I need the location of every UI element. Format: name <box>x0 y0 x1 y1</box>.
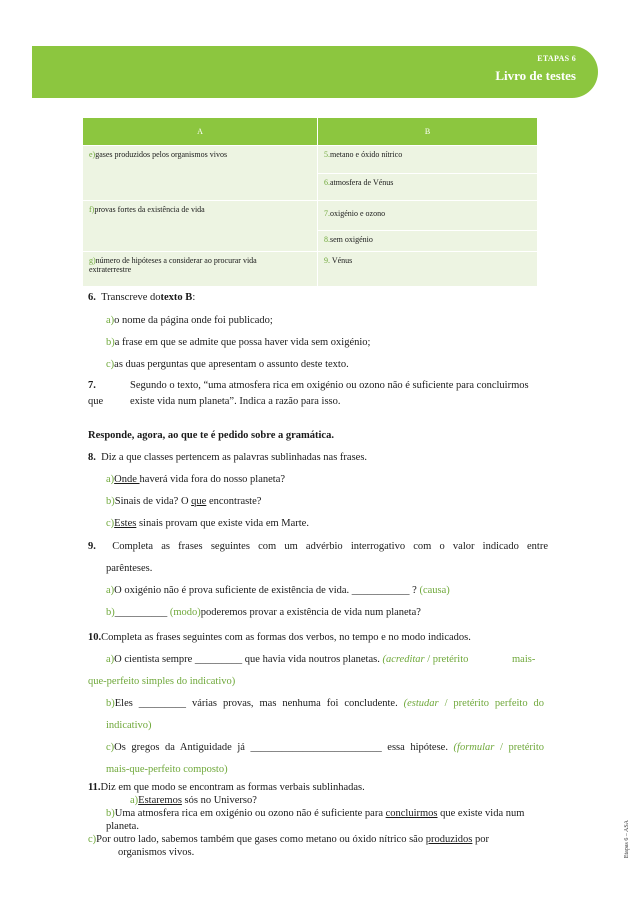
question-7-text: Segundo o texto, “uma atmosfera rica em oxigénio ou ozono não é suficiente para concluirmos <box>130 380 529 391</box>
item-text: que existe vida num <box>437 808 525 819</box>
item-text: Uma atmosfera rica em oxigénio ou ozono não é suficiente para <box>114 808 386 819</box>
b-num: 5. <box>324 150 330 159</box>
underlined-word: que <box>191 496 207 507</box>
item-letter: b) <box>106 698 115 709</box>
col-b-header: B <box>318 118 538 146</box>
q-text: : <box>192 292 196 303</box>
q11-item-a <box>130 795 257 806</box>
b-num: 8. <box>324 235 330 244</box>
item-letter: c) <box>106 518 115 529</box>
question-9-cont: parênteses. <box>106 563 153 574</box>
item-letter: a) <box>106 474 115 485</box>
question-6 <box>88 292 195 303</box>
q8-item-c <box>106 518 309 529</box>
item-letter: c) <box>106 359 115 370</box>
q8-item-b <box>106 496 261 507</box>
b-num: 9. <box>324 256 330 265</box>
q10-item-c <box>106 742 544 753</box>
q11-item-b <box>106 808 524 819</box>
item-letter: b) <box>106 496 115 507</box>
item-text: __________ <box>114 607 170 618</box>
item-text: as duas perguntas que apresentam o assunto deste texto. <box>114 359 349 370</box>
question-8 <box>88 452 367 463</box>
banner-etapa: ETAPAS 6 <box>537 54 576 63</box>
hint-text: (modo) <box>169 607 201 618</box>
q8-item-a <box>106 474 285 485</box>
page-side-label: Etapas 6 – ASA <box>624 820 630 859</box>
a-text: provas fortes da existência de vida <box>94 205 205 214</box>
q-text: Transcreve do <box>101 292 161 303</box>
b-item <box>318 146 538 174</box>
item-text: Sinais de vida? O <box>114 496 192 507</box>
underlined-word: Estaremos <box>138 795 182 806</box>
b-item <box>318 201 538 231</box>
hint-text: (estudar <box>403 698 439 709</box>
q10-b-hint-line2: indicativo) <box>106 720 152 731</box>
item-text: Eles _________ várias provas, mas nenhuma foi concludente. <box>114 698 404 709</box>
q-number: 9. <box>88 541 96 552</box>
b-item <box>318 252 538 287</box>
q6-item-a <box>106 315 273 326</box>
item-text: O cientista sempre _________ que havia vida noutros planetas. <box>114 654 383 665</box>
q-number: 11. <box>88 782 101 793</box>
b-text: sem oxigénio <box>330 235 373 244</box>
q6-item-b <box>106 337 370 348</box>
hint-text: (formular <box>453 742 495 753</box>
b-num: 7. <box>324 209 330 218</box>
header-banner <box>32 46 598 98</box>
item-letter: a) <box>106 654 115 665</box>
q-text: Diz a que classes pertencem as palavras sublinhadas nas frases. <box>101 452 368 463</box>
item-letter: c) <box>106 742 115 753</box>
hint-text: (acreditar <box>382 654 425 665</box>
q-text: Diz em que modo se encontram as formas verbais sublinhadas. <box>100 782 365 793</box>
b-text: atmosfera de Vénus <box>330 178 394 188</box>
question-7-text-2: existe vida num planeta”. Indica a razão para isso. <box>130 396 341 407</box>
a-item <box>83 252 318 287</box>
question-11 <box>88 782 365 793</box>
question-7-num <box>88 380 96 391</box>
matching-table <box>82 117 538 287</box>
item-text: Os gregos da Antiguidade já _________________________ essa hipótese. <box>114 742 454 753</box>
item-text: O oxigénio não é prova suficiente de existência de vida. ___________ ? <box>114 585 420 596</box>
b-item <box>318 174 538 201</box>
item-text: haverá vida fora do nosso planeta? <box>139 474 286 485</box>
q-number: 10. <box>88 632 102 643</box>
q11-item-c <box>88 834 489 845</box>
grammar-title: Responde, agora, ao que te é pedido sobre a gramática. <box>88 430 334 441</box>
q9-item-a <box>106 585 450 596</box>
item-text: o nome da página onde foi publicado; <box>114 315 273 326</box>
a-text: número de hipóteses a considerar ao procurar vida extraterrestre <box>89 256 257 274</box>
item-text: encontraste? <box>206 496 262 507</box>
item-text: poderemos provar a existência de vida num planeta? <box>200 607 421 618</box>
b-num: 6. <box>324 178 330 188</box>
b-item <box>318 231 538 252</box>
item-text: Por outro lado, sabemos também que gases como metano ou óxido nítrico são <box>96 834 426 845</box>
banner-book-title: Livro de testes <box>495 68 576 83</box>
q-text: Completa as frases seguintes com as formas dos verbos, no tempo e no modo indicados. <box>101 632 471 643</box>
a-text: gases produzidos pelos organismos vivos <box>95 150 228 159</box>
item-letter: c) <box>88 834 97 845</box>
item-letter: b) <box>106 337 115 348</box>
q-text: Completa as frases seguintes com um advérbio interrogativo com o valor indicado entre <box>112 541 549 552</box>
item-letter: b) <box>106 808 115 819</box>
item-text: por <box>472 834 489 845</box>
q10-item-a <box>106 654 468 665</box>
b-text: oxigénio e ozono <box>330 209 386 218</box>
item-letter: a) <box>130 795 139 806</box>
b-text: metano e óxido nítrico <box>330 150 403 159</box>
underlined-word: Estes <box>114 518 137 529</box>
q-number: 8. <box>88 452 96 463</box>
item-text: sinais provam que existe vida em Marte. <box>136 518 309 529</box>
q9-item-b <box>106 607 421 618</box>
question-7-que: que <box>88 396 104 407</box>
q10-a-hint-line2: que-perfeito simples do indicativo) <box>88 676 236 687</box>
col-a-header: A <box>83 118 318 146</box>
hint-text: / pretérito perfeito do <box>438 698 544 709</box>
q10-item-b <box>106 698 544 709</box>
b-text: Vénus <box>330 256 353 265</box>
q11-item-c-line2: organismos vivos. <box>118 847 195 858</box>
a-item <box>83 146 318 201</box>
item-letter: a) <box>106 315 115 326</box>
a-item <box>83 201 318 252</box>
q-bold-text: texto B <box>160 292 193 303</box>
a-num: g) <box>89 256 96 265</box>
item-letter: b) <box>106 607 115 618</box>
underlined-word: Onde <box>114 474 140 485</box>
q11-item-b-line2: planeta. <box>106 821 139 832</box>
hint-text: (causa) <box>419 585 450 596</box>
q-number: 7. <box>88 380 96 391</box>
question-10 <box>88 632 471 643</box>
q6-item-c <box>106 359 349 370</box>
item-text: sós no Universo? <box>181 795 257 806</box>
q10-a-hint-cont: mais- <box>512 654 536 665</box>
q10-c-hint-line2: mais-que-perfeito composto) <box>106 764 228 775</box>
a-num: f) <box>89 205 95 214</box>
underlined-word: produzidos <box>425 834 473 845</box>
hint-text: / pretérito <box>494 742 545 753</box>
item-text: a frase em que se admite que possa haver vida sem oxigénio; <box>114 337 371 348</box>
q-number: 6. <box>88 292 96 303</box>
item-letter: a) <box>106 585 115 596</box>
a-num: e) <box>89 150 96 159</box>
question-9 <box>88 541 548 552</box>
hint-text: / pretérito <box>424 654 469 665</box>
underlined-word: concluirmos <box>385 808 438 819</box>
